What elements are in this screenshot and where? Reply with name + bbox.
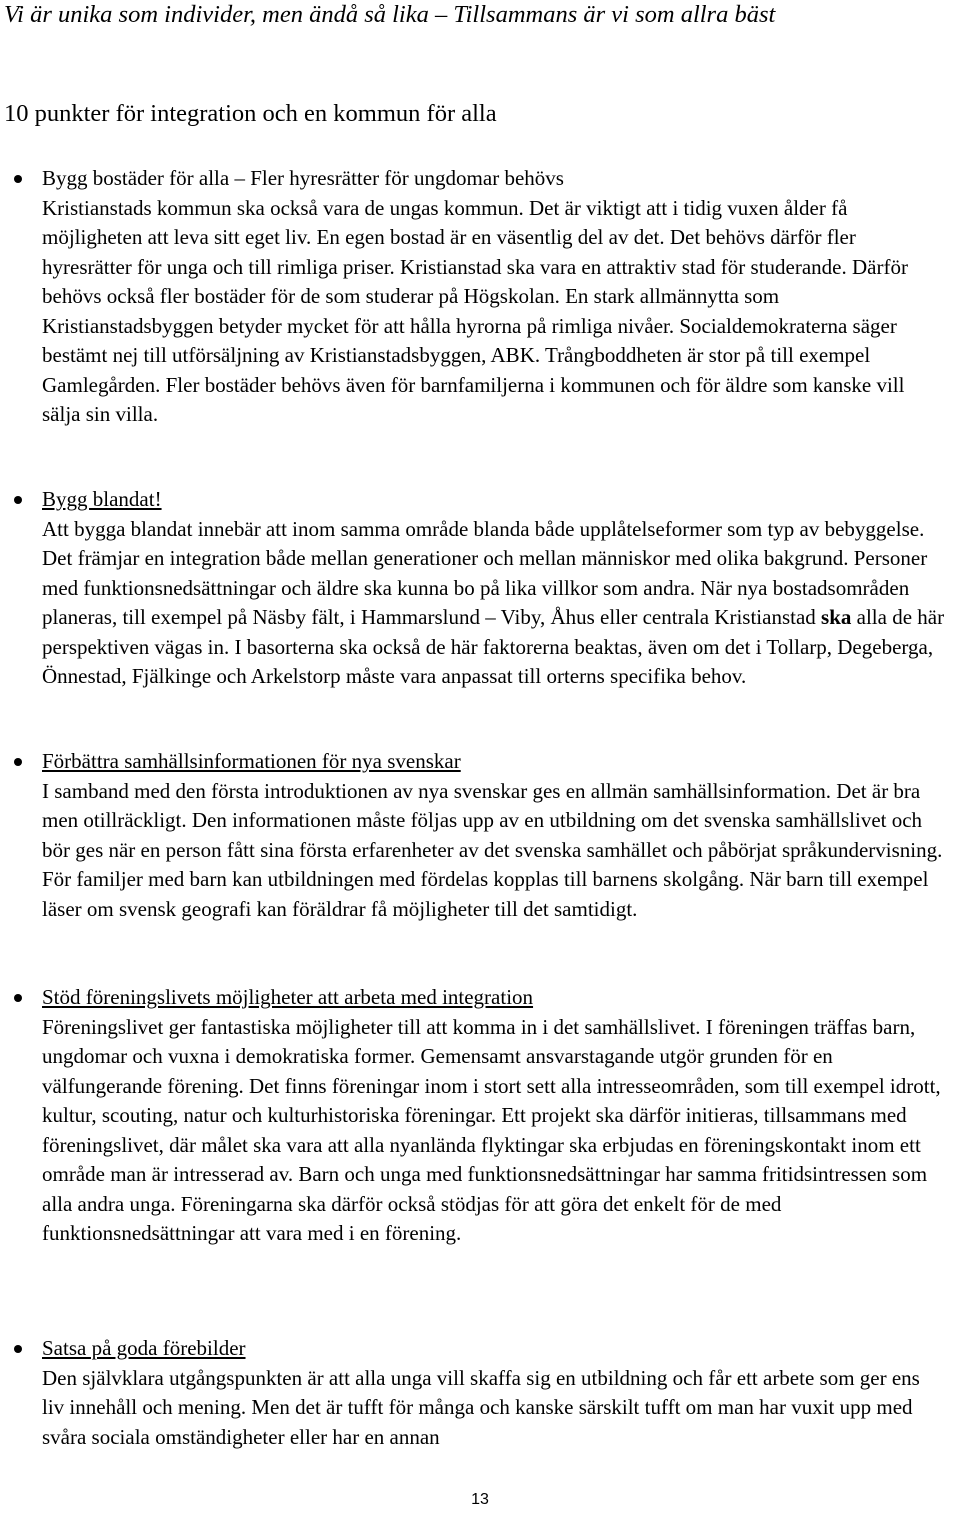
section-samhallsinformation [42,747,947,924]
bullet-icon [14,496,22,504]
section-body-text: alla de här perspektiven vägas in. I basorterna ska också de här faktorerna beaktas, även om det i Tollarp, Degeberga, Önnestad, Fjälkinge och Arkelstorp måste vara anpassat till orterns specifika behov. [42,605,945,688]
section-body: Kristianstads kommun ska också vara de ungas kommun. Det är viktigt att i tidig vuxen ålder få möjligheten att leva sitt eget liv. En egen bostad är en väsentlig del av det. Det behövs därför fler hyresrätter för unga och till rimliga priser. Kristianstad ska vara en attraktiv stad för studerande. Därför behövs också fler bostäder för de som studerar på Högskolan. En stark allmännytta som Kristianstadsbyggen betyder mycket för att hålla hyrorna på rimliga nivåer. Socialdemokraterna säger bestämt nej till utförsäljning av Kristianstadsbyggen, ABK. Trångboddheten är stor på till exempel Gamlegården. Fler bostäder behövs även för barnfamiljerna i kommunen och för äldre som kanske vill sälja sin villa. [42,195,908,426]
section-body-emphasis: ska [821,605,852,629]
document-subtitle: 10 punkter för integration och en kommun för alla [4,100,497,127]
section-heading: Bygg bostäder för alla – Fler hyresrätter för ungdomar behövs [42,166,564,190]
section-body-text: Att bygga blandat innebär att inom samma område blanda både upplåtelseformer som typ av bebyggelse. Det främjar en integration både mellan generationer och mellan människor med olika bakgrund. Personer med funktionsnedsättningar och äldre ska kunna bo på lika villkor som andra. När nya bostadsområden planeras, till exempel på Näsby fält, i Hammarslund – Viby, Åhus eller centrala Kristianstad [42,516,928,629]
section-bygg-bostader [42,164,947,430]
section-forebilder [42,1334,947,1452]
page-number: 13 [471,1491,489,1508]
section-body: Föreningslivet ger fantastiska möjligheter till att komma in i det samhällslivet. I föreningen träffas barn, ungdomar och vuxna i demokratiska former. Gemensamt ansvarstagande utgör grunden för en välfungerande förening. Det finns föreningar inom i stort sett alla intresseområden, som till exempel idrott, kultur, scouting, natur och kulturhistoriska föreningar. Ett projekt ska därför initieras, tillsammans med föreningslivet, där målet ska vara att alla nyanlända flyktingar ska erbjudas en föreningskontakt inom ett område man är intresserad av. Barn och unga med funktionsnedsättningar har samma fritidsintressen som alla andra unga. Föreningarna ska därför också stödjas för att göra det enkelt för de med funktionsnedsättningar att vara med i en förening. [42,1014,941,1245]
document-title: Vi är unika som individer, men ändå så lika – Tillsammans är vi som allra bäst [4,1,776,28]
section-foreningsliv [42,983,947,1249]
section-bygg-blandat [42,485,947,692]
section-heading: Bygg blandat! [42,487,162,511]
section-body [42,515,947,692]
bullet-icon [14,758,22,766]
section-body: Den självklara utgångspunkten är att alla unga vill skaffa sig en utbildning och får ett arbete som ger ens liv innehåll och mening. Men det är tufft för många och kanske särskilt tufft om man har vuxit upp med svåra sociala omständigheter eller har en annan [42,1365,920,1449]
bullet-icon [14,1345,22,1353]
section-heading: Stöd föreningslivets möjligheter att arbeta med integration [42,985,534,1009]
bullet-icon [14,994,22,1002]
section-body: I samband med den första introduktionen av nya svenskar ges en allmän samhällsinformation. Det är bra men otillräckligt. Den informationen måste följas upp av en utbildning om det svenska samhällslivet och bör ges när en person fått sina första erfarenheter av det svenska samhället och påbörjat språkundervisning. För familjer med barn kan utbildningen med fördelas kopplas till barnens skolgång. När barn till exempel läser om svensk geografi kan föräldrar få möjligheter till det samtidigt. [42,778,943,921]
bullet-icon [14,175,22,183]
section-heading: Satsa på goda förebilder [42,1336,246,1360]
section-heading: Förbättra samhällsinformationen för nya svenskar [42,749,461,773]
